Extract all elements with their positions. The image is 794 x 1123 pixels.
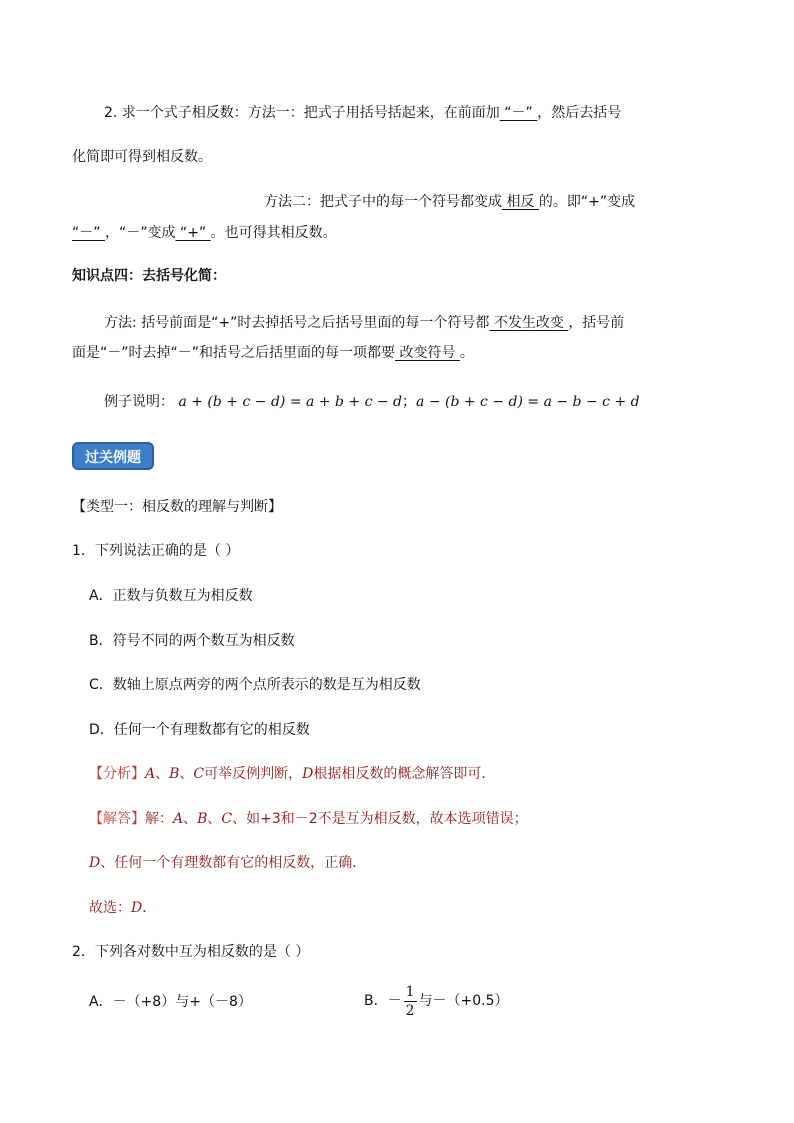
answer-sep-2: 、 [207,811,222,827]
analysis-mid: 可举反例判断， [204,766,303,782]
method2-text-end: 的。即“+”变成 [538,194,636,210]
kp4-blank-2: 改变符号 [395,345,460,361]
q1-option-a: A．正数与负数互为相反数 [89,588,253,604]
q1-answer-2 [89,853,366,873]
answer-var-a: A [173,811,184,827]
fraction-denominator: 2 [405,1002,415,1019]
question-2-stem: 2．下列各对数中互为相反数的是（ ） [72,944,310,960]
example-formula-1: a + (b + c − d) = a + b + c − d [178,394,403,410]
answer2-text: 、任何一个有理数都有它的相反数，正确． [100,855,367,871]
method1-text: 2. 求一个式子相反数：方法一：把式子用括号括起来，在前面加 [104,105,500,121]
method2-line-2 [72,223,337,243]
q2-option-b-prefix: B．－ [364,993,402,1009]
answer2-var-d: D [89,855,101,871]
q1-option-b: B．符号不同的两个数互为相反数 [89,633,295,649]
analysis-sep-1: 、 [155,766,170,782]
example-separator: ； [402,394,417,410]
q2-option-b-suffix: 与－（+0.5） [418,993,509,1009]
type-one-heading: 【类型一：相反数的理解与判断】 [72,499,282,515]
analysis-tag: 【分析】 [89,766,145,782]
choose-end: ． [142,900,157,916]
q1-answer [89,809,528,829]
answer-var-b: B [197,811,208,827]
method2-text: 方法二：把式子中的每一个符号都变成 [264,194,502,210]
method2-blank-plus: “+” [175,225,211,241]
method1-blank: “－” [499,105,538,121]
fraction-numerator: 1 [405,983,415,1000]
method2-end: 。也可得其相反数。 [210,225,337,241]
answer-end: 、如+3和－2不是互为相反数，故本选项错误； [232,811,528,827]
analysis-var-a: A [145,766,156,782]
knowledge-point-4-title: 知识点四：去括号化简： [72,268,226,284]
method1-text-end: ，然后去括号 [537,105,622,121]
kp4-method-text-end: ，括号前 [568,315,625,331]
q1-analysis [89,764,495,784]
exercise-badge: 过关例题 [72,442,154,470]
kp4-method-text: 方法: 括号前面是“+”时去掉括号之后括号里面的每一个符号都 [104,315,490,331]
choose-value: D [131,900,143,916]
analysis-var-c: C [193,766,205,782]
question-1-stem: 1．下列说法正确的是（ ） [72,543,240,559]
method1-line [104,103,621,123]
q2-option-b [364,984,509,1018]
answer-sep-1: 、 [183,811,198,827]
kp4-method2-end: 。 [459,345,474,361]
method2-line [264,192,635,212]
q1-choose [89,898,156,918]
method2-mid: ，“－”变成 [104,225,176,241]
q1-option-d: D．任何一个有理数都有它的相反数 [89,722,310,738]
answer-tag: 【解答】 [89,811,145,827]
fraction-one-half [404,985,417,1018]
kp4-method-line-2 [72,343,474,363]
kp4-method-line [104,313,624,333]
analysis-var-b: B [169,766,180,782]
example-formula-2: a − (b + c − d) = a − b − c + d [416,394,640,410]
answer-prefix: 解： [145,811,173,827]
kp4-example-line [104,392,640,412]
analysis-sep-2: 、 [179,766,194,782]
choose-prefix: 故选： [89,900,131,916]
answer-var-c: C [221,811,233,827]
analysis-var-d: D [302,766,314,782]
kp4-blank-1: 不发生改变 [489,315,569,331]
method2-blank-minus: “－” [72,225,105,241]
q2-option-a: A．－（+8）与+（－8） [89,994,252,1010]
kp4-method2-text: 面是“－”时去掉“－”和括号之后括里面的每一项都要 [72,345,396,361]
analysis-end: 根据相反数的概念解答即可． [313,766,496,782]
method1-line-2: 化简即可得到相反数。 [72,149,212,165]
q1-option-c: C．数轴上原点两旁的两个点所表示的数是互为相反数 [89,677,421,693]
method2-blank: 相反 [502,194,539,210]
example-label: 例子说明： [104,394,174,410]
